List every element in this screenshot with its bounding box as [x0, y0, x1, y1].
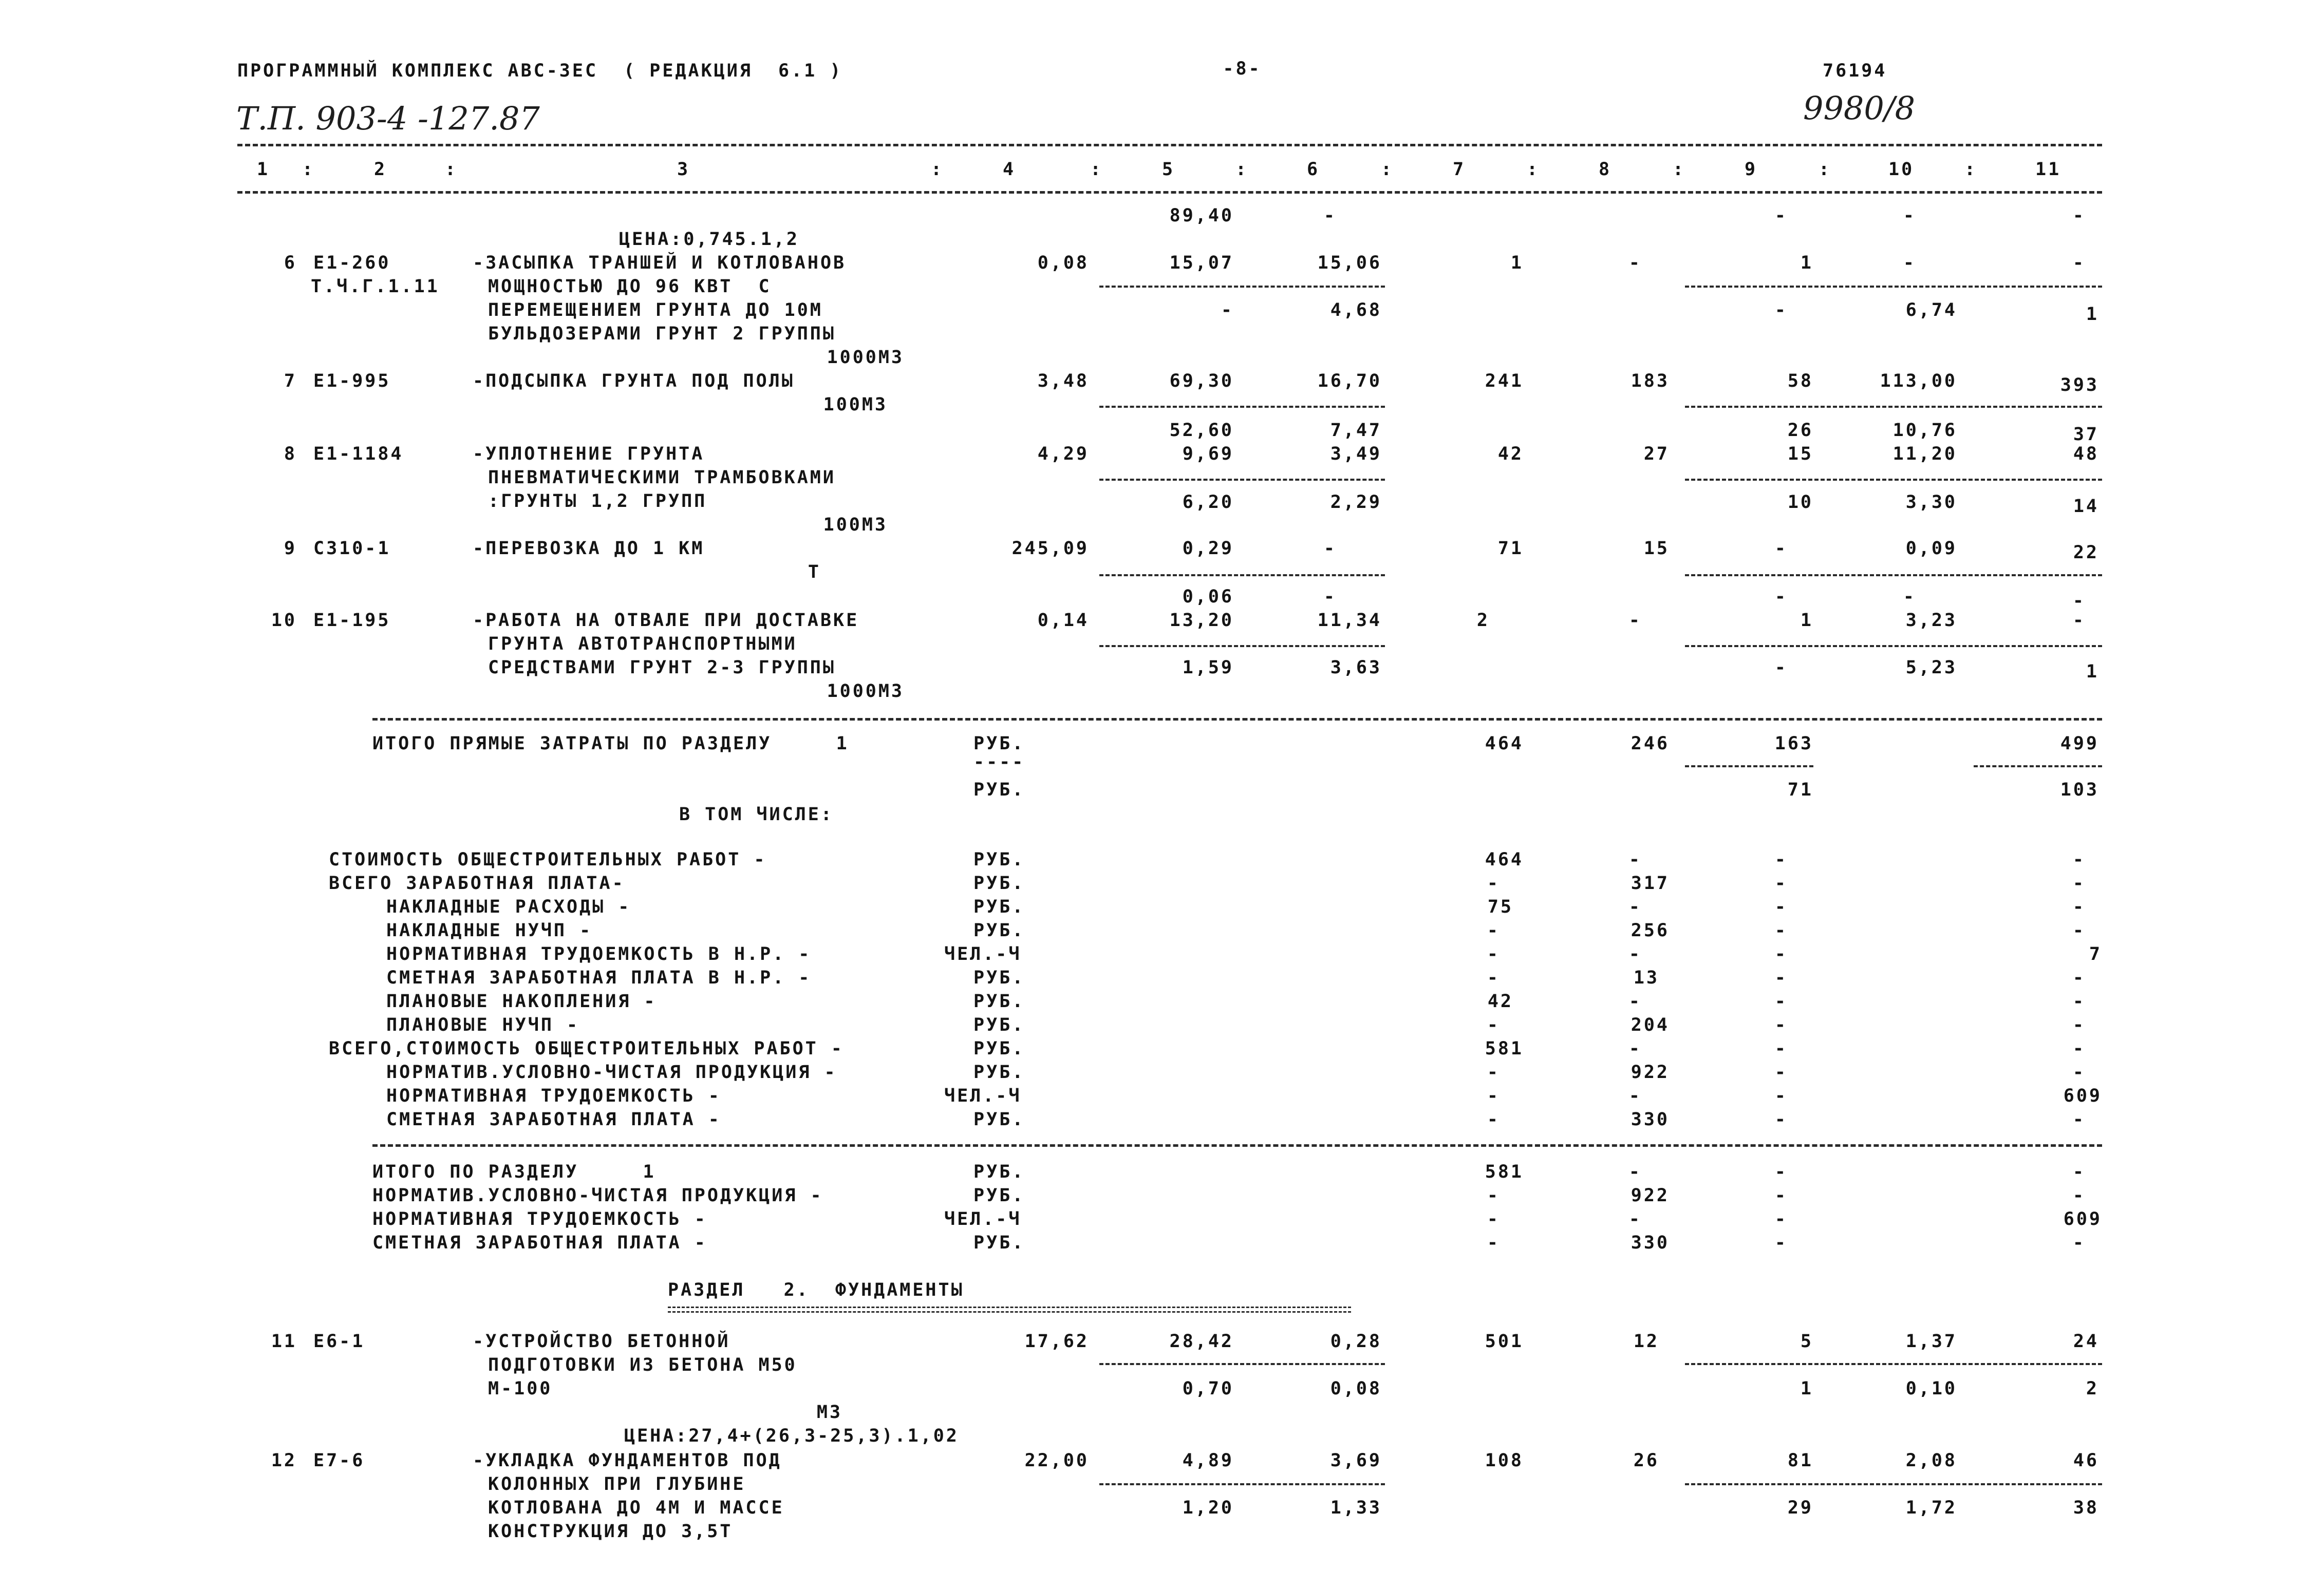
summary-label: СМЕТНАЯ ЗАРАБОТНАЯ ПЛАТА В Н.Р. -: [386, 968, 812, 988]
cell-divider: [1685, 479, 2102, 481]
cell-divider: [1974, 765, 2102, 767]
cell-c7: 1: [1510, 253, 1524, 273]
unit: РУБ.: [973, 968, 1025, 988]
row-number: 6: [284, 253, 297, 273]
cell-c5: 0,70: [1182, 1378, 1234, 1399]
cell-c7: 108: [1485, 1450, 1524, 1471]
cell-c11: 103: [2060, 780, 2099, 800]
unit: М3: [816, 1402, 842, 1423]
cell-c11: -: [2072, 205, 2086, 226]
cell-c8: -: [1628, 991, 1642, 1012]
cell-c9: -: [1774, 873, 1788, 894]
cell-c6: -: [1323, 587, 1337, 607]
work-description: -ПЕРЕВОЗКА ДО 1 КМ: [473, 538, 705, 559]
cell-c7: 581: [1485, 1162, 1524, 1182]
cell-c7: -: [1487, 1233, 1500, 1253]
cell-c11: 48: [2073, 444, 2099, 464]
summary-label: НОРМАТИВНАЯ ТРУДОЕМКОСТЬ -: [372, 1209, 707, 1229]
cell-c6: 3,49: [1330, 444, 1382, 464]
work-description: КОНСТРУКЦИЯ ДО 3,5Т: [488, 1521, 733, 1542]
cell-divider: [1099, 1363, 1385, 1365]
cell-c10: -: [1903, 587, 1916, 607]
cell-c8: 13: [1633, 968, 1659, 988]
cell-c5: 1,59: [1182, 657, 1234, 678]
col-sep: :: [931, 159, 944, 180]
cell-c10: 1,37: [1905, 1331, 1957, 1352]
cell-c11: -: [2072, 991, 2086, 1012]
work-description: М-100: [488, 1378, 553, 1399]
row-number: 12: [271, 1450, 297, 1471]
cell-c5: 0,29: [1182, 538, 1234, 559]
summary-label: ВСЕГО ЗАРАБОТНАЯ ПЛАТА-: [329, 873, 625, 894]
including-heading: В ТОМ ЧИСЛЕ:: [679, 804, 834, 825]
document-code: 76194: [1823, 61, 1887, 81]
unit: РУБ.: [973, 1109, 1025, 1130]
cell-c9: 81: [1787, 1450, 1813, 1471]
col-sep: :: [1090, 159, 1103, 180]
cell-c9: -: [1774, 205, 1788, 226]
price-formula: ЦЕНА:0,745.1,2: [619, 229, 800, 250]
cell-c11: 22: [2073, 542, 2099, 563]
cell-c11: 37: [2073, 424, 2099, 445]
unit: РУБ.: [973, 991, 1025, 1012]
cell-c8: 330: [1630, 1233, 1670, 1253]
cell-c8: -: [1628, 944, 1642, 964]
cell-c5: 0,06: [1182, 587, 1234, 607]
cell-divider: [1685, 765, 1813, 767]
cell-c9: 1: [1800, 1378, 1813, 1399]
price-formula: ЦЕНА:27,4+(26,3-25,3).1,02: [624, 1426, 959, 1446]
cell-c11: -: [2072, 849, 2086, 870]
cell-c11: 499: [2060, 733, 2099, 754]
cell-c8: -: [1628, 610, 1642, 631]
unit: РУБ.: [973, 920, 1025, 941]
col-1: 1: [257, 159, 270, 180]
summary-label: НАКЛАДНЫЕ РАСХОДЫ -: [386, 897, 631, 917]
cell-c9: -: [1774, 1086, 1788, 1106]
col-3: 3: [677, 159, 690, 180]
work-description: -УКЛАДКА ФУНДАМЕНТОВ ПОД: [473, 1450, 782, 1471]
cell-c9: -: [1774, 1185, 1788, 1206]
unit-divider: ----: [973, 752, 1025, 772]
cell-c7: -: [1487, 944, 1500, 964]
cell-c11: -: [2072, 1038, 2086, 1059]
cell-c8: 27: [1643, 444, 1670, 464]
cell-c4: 3,48: [1037, 371, 1089, 391]
work-description: БУЛЬДОЗЕРАМИ ГРУНТ 2 ГРУППЫ: [488, 324, 836, 344]
handwritten-sheet-number: 9980/8: [1803, 89, 1916, 127]
work-description: -ЗАСЫПКА ТРАНШЕЙ И КОТЛОВАНОВ: [473, 253, 847, 273]
norm-code: С310-1: [313, 538, 391, 559]
norm-code: Е1-995: [313, 371, 391, 391]
summary-label: ИТОГО ПО РАЗДЕЛУ 1: [372, 1162, 656, 1182]
cell-c11: -: [2072, 253, 2086, 273]
total-label: ИТОГО ПРЯМЫЕ ЗАТРАТЫ ПО РАЗДЕЛУ 1: [372, 733, 849, 754]
work-description: КОЛОННЫХ ПРИ ГЛУБИНЕ: [488, 1474, 746, 1495]
unit: ЧЕЛ.-Ч: [944, 944, 1022, 964]
cell-c11: 14: [2073, 496, 2099, 517]
cell-c8: 15: [1643, 538, 1670, 559]
summary-label: СТОИМОСТЬ ОБЩЕСТРОИТЕЛЬНЫХ РАБОТ -: [329, 849, 767, 870]
cell-c8: 922: [1630, 1062, 1670, 1083]
cell-c5: 6,20: [1182, 492, 1234, 513]
norm-code: Е1-1184: [313, 444, 404, 464]
cell-c9: -: [1774, 657, 1788, 678]
cell-c11: 1: [2086, 304, 2099, 325]
cell-c5: 89,40: [1169, 205, 1234, 226]
unit: РУБ.: [973, 1233, 1025, 1253]
cell-c7: -: [1487, 1015, 1500, 1035]
col-sep: :: [1673, 159, 1686, 180]
cell-c10: 3,30: [1905, 492, 1957, 513]
work-description: -УПЛОТНЕНИЕ ГРУНТА: [473, 444, 705, 464]
work-description: КОТЛОВАНА ДО 4М И МАССЕ: [488, 1498, 784, 1518]
header-rule: [237, 144, 2102, 146]
summary-label: НОРМАТИВ.УСЛОВНО-ЧИСТАЯ ПРОДУКЦИЯ -: [386, 1062, 837, 1083]
program-title: ПРОГРАММНЫЙ КОМПЛЕКС АВС-3ЕС ( РЕДАКЦИЯ 6.1 ): [237, 61, 843, 81]
col-11: 11: [2035, 159, 2061, 180]
unit: Т: [808, 562, 821, 582]
cell-c4: 22,00: [1024, 1450, 1089, 1471]
cell-c11: -: [2072, 1062, 2086, 1083]
cell-c11: 1: [2086, 661, 2099, 682]
cell-c11: 2: [2086, 1378, 2099, 1399]
unit: РУБ.: [973, 897, 1025, 917]
cell-c9: 15: [1787, 444, 1813, 464]
cell-c9: -: [1774, 1038, 1788, 1059]
unit: ЧЕЛ.-Ч: [944, 1086, 1022, 1106]
cell-c4: 0,08: [1037, 253, 1089, 273]
cell-c7: 501: [1485, 1331, 1524, 1352]
work-description: -ПОДСЫПКА ГРУНТА ПОД ПОЛЫ: [473, 371, 795, 391]
cell-c9: -: [1774, 920, 1788, 941]
summary-label: НОРМАТИВНАЯ ТРУДОЕМКОСТЬ В Н.Р. -: [386, 944, 812, 964]
column-header-rule: [237, 191, 2102, 194]
norm-code: Е7-6: [313, 1450, 365, 1471]
summary-label: СМЕТНАЯ ЗАРАБОТНАЯ ПЛАТА -: [386, 1109, 721, 1130]
cell-c9: 26: [1787, 420, 1813, 441]
cell-c6: 1,33: [1330, 1498, 1382, 1518]
cell-c11: 393: [2060, 375, 2099, 395]
cell-c4: 245,09: [1011, 538, 1089, 559]
cell-c8: -: [1628, 1162, 1642, 1182]
row-number: 7: [284, 371, 297, 391]
cell-c9: -: [1774, 587, 1788, 607]
cell-c5: 52,60: [1169, 420, 1234, 441]
unit: 1000М3: [827, 347, 904, 368]
cell-c8: 317: [1630, 873, 1670, 894]
norm-code-ref: Т.Ч.Г.1.11: [311, 276, 440, 297]
cell-c10: 10,76: [1892, 420, 1957, 441]
cell-c6: 3,63: [1330, 657, 1382, 678]
summary-label: ПЛАНОВЫЕ НУЧП -: [386, 1015, 580, 1035]
col-6: 6: [1307, 159, 1320, 180]
cell-divider: [1099, 406, 1385, 408]
cell-c7: -: [1487, 873, 1500, 894]
cell-c8: -: [1628, 253, 1642, 273]
cell-c8: 204: [1630, 1015, 1670, 1035]
cell-c9: -: [1774, 300, 1788, 320]
cell-c7: 42: [1497, 444, 1524, 464]
cell-c5: 13,20: [1169, 610, 1234, 631]
cell-divider: [1099, 645, 1385, 647]
cell-c11: 38: [2073, 1498, 2099, 1518]
cell-c10: 0,09: [1905, 538, 1957, 559]
cell-c6: 2,29: [1330, 492, 1382, 513]
cell-c10: 1,72: [1905, 1498, 1957, 1518]
cell-c11: -: [2072, 897, 2086, 917]
cell-c11: -: [2072, 591, 2086, 611]
unit: РУБ.: [973, 873, 1025, 894]
cell-c9: -: [1774, 1209, 1788, 1229]
summary-label: ВСЕГО,СТОИМОСТЬ ОБЩЕСТРОИТЕЛЬНЫХ РАБОТ -: [329, 1038, 844, 1059]
summary-label: НОРМАТИВНАЯ ТРУДОЕМКОСТЬ -: [386, 1086, 721, 1106]
col-sep: :: [1381, 159, 1394, 180]
cell-divider: [1685, 574, 2102, 576]
cell-c9: 10: [1787, 492, 1813, 513]
norm-code: Е6-1: [313, 1331, 365, 1352]
cell-c10: -: [1903, 205, 1916, 226]
cell-c11: 7: [2089, 944, 2102, 964]
summary-label: СМЕТНАЯ ЗАРАБОТНАЯ ПЛАТА -: [372, 1233, 707, 1253]
cell-c7: -: [1487, 1109, 1500, 1130]
cell-divider: [1685, 406, 2102, 408]
cell-c9: -: [1774, 991, 1788, 1012]
col-sep: :: [1527, 159, 1540, 180]
cell-c9: -: [1774, 849, 1788, 870]
col-5: 5: [1162, 159, 1175, 180]
cell-c5: 69,30: [1169, 371, 1234, 391]
cell-c6: -: [1323, 538, 1337, 559]
cell-c9: -: [1774, 1109, 1788, 1130]
work-description: ПЕРЕМЕЩЕНИЕМ ГРУНТА ДО 10М: [488, 300, 823, 320]
cell-c8: -: [1628, 1209, 1642, 1229]
cell-c8: 330: [1630, 1109, 1670, 1130]
cell-c8: 26: [1633, 1450, 1659, 1471]
cell-c4: 0,14: [1037, 610, 1089, 631]
work-description: :ГРУНТЫ 1,2 ГРУПП: [488, 491, 707, 512]
cell-c6: 11,34: [1317, 610, 1382, 631]
section-rule: [372, 718, 2102, 721]
cell-c11: -: [2072, 610, 2086, 631]
cell-c6: 3,69: [1330, 1450, 1382, 1471]
cell-c10: 6,74: [1905, 300, 1957, 320]
cell-c6: 7,47: [1330, 420, 1382, 441]
cell-divider: [1099, 479, 1385, 481]
cell-c10: 0,10: [1905, 1378, 1957, 1399]
work-description: ПНЕВМАТИЧЕСКИМИ ТРАМБОВКАМИ: [488, 467, 836, 488]
cell-c10: 3,23: [1905, 610, 1957, 631]
cell-c7: 241: [1485, 371, 1524, 391]
cell-c7: -: [1487, 1185, 1500, 1206]
unit: 100М3: [823, 394, 888, 415]
summary-label: ПЛАНОВЫЕ НАКОПЛЕНИЯ -: [386, 991, 657, 1012]
cell-c9: 5: [1800, 1331, 1813, 1352]
cell-c7: 75: [1487, 897, 1513, 917]
norm-code: Е1-260: [313, 253, 391, 273]
handwritten-project-number: Т.П. 903-4 -127.87: [236, 100, 540, 137]
unit: 1000М3: [827, 681, 904, 702]
work-description: СРЕДСТВАМИ ГРУНТ 2-3 ГРУППЫ: [488, 657, 836, 678]
cell-c8: -: [1628, 897, 1642, 917]
cell-c8: 246: [1630, 733, 1670, 754]
cell-c11: -: [2072, 1015, 2086, 1035]
cell-c11: 609: [2063, 1086, 2102, 1106]
cell-c7: -: [1487, 1209, 1500, 1229]
cell-c8: 183: [1630, 371, 1670, 391]
col-10: 10: [1888, 159, 1915, 180]
cell-divider: [1099, 286, 1385, 288]
cell-c7: 581: [1485, 1038, 1524, 1059]
cell-c9: -: [1774, 1015, 1788, 1035]
cell-c6: 0,28: [1330, 1331, 1382, 1352]
cell-c8: -: [1628, 849, 1642, 870]
cell-divider: [1685, 286, 2102, 288]
summary-label: НОРМАТИВ.УСЛОВНО-ЧИСТАЯ ПРОДУКЦИЯ -: [372, 1185, 823, 1206]
unit: РУБ.: [973, 1038, 1025, 1059]
unit: РУБ.: [973, 1185, 1025, 1206]
cell-c8: -: [1628, 1086, 1642, 1106]
cell-c6: 16,70: [1317, 371, 1382, 391]
col-sep: :: [302, 159, 315, 180]
row-number: 10: [271, 610, 297, 631]
cell-c11: -: [2072, 1233, 2086, 1253]
cell-c7: -: [1487, 920, 1500, 941]
cell-c7: 464: [1485, 733, 1524, 754]
cell-c9: -: [1774, 538, 1788, 559]
section-heading-underline: [668, 1307, 1351, 1313]
cell-c7: 71: [1497, 538, 1524, 559]
norm-code: Е1-195: [313, 610, 391, 631]
cell-c5: 28,42: [1169, 1331, 1234, 1352]
cell-divider: [1099, 1483, 1385, 1485]
cell-c8: 922: [1630, 1185, 1670, 1206]
cell-c7: -: [1487, 968, 1500, 988]
col-7: 7: [1453, 159, 1466, 180]
cell-c9: 163: [1774, 733, 1813, 754]
cell-c9: -: [1774, 897, 1788, 917]
cell-c9: 58: [1787, 371, 1813, 391]
col-sep: :: [445, 159, 458, 180]
section-rule: [372, 1144, 2102, 1147]
cell-c11: 46: [2073, 1450, 2099, 1471]
unit: ЧЕЛ.-Ч: [944, 1209, 1022, 1229]
cell-c9: -: [1774, 1233, 1788, 1253]
cell-divider: [1685, 645, 2102, 647]
cell-divider: [1099, 574, 1385, 576]
cell-c7: 464: [1485, 849, 1524, 870]
cell-c6: 0,08: [1330, 1378, 1382, 1399]
cell-c10: -: [1903, 253, 1916, 273]
section-heading: РАЗДЕЛ 2. ФУНДАМЕНТЫ: [668, 1280, 964, 1300]
work-description: -УСТРОЙСТВО БЕТОННОЙ: [473, 1331, 730, 1352]
cell-c7: -: [1487, 1086, 1500, 1106]
cell-c9: -: [1774, 1062, 1788, 1083]
cell-c11: -: [2072, 1162, 2086, 1182]
unit: РУБ.: [973, 733, 1025, 754]
cell-c11: -: [2072, 1185, 2086, 1206]
cell-c4: 17,62: [1024, 1331, 1089, 1352]
cell-c10: 11,20: [1892, 444, 1957, 464]
col-4: 4: [1003, 159, 1016, 180]
cell-c6: -: [1323, 205, 1337, 226]
unit: РУБ.: [973, 1015, 1025, 1035]
unit: РУБ.: [973, 1062, 1025, 1083]
cell-c9: -: [1774, 944, 1788, 964]
cell-c11: -: [2072, 920, 2086, 941]
cell-c8: 12: [1633, 1331, 1659, 1352]
row-number: 11: [271, 1331, 297, 1352]
cell-c9: 71: [1787, 780, 1813, 800]
cell-c6: 15,06: [1317, 253, 1382, 273]
unit: 100М3: [823, 515, 888, 535]
cell-c9: 29: [1787, 1498, 1813, 1518]
cell-c4: 4,29: [1037, 444, 1089, 464]
cell-c7: 42: [1487, 991, 1513, 1012]
cell-c9: 1: [1800, 253, 1813, 273]
work-description: МОЩНОСТЬЮ ДО 96 КВТ С: [488, 276, 772, 297]
cell-c9: -: [1774, 1162, 1788, 1182]
cell-c5: -: [1221, 300, 1234, 320]
summary-label: НАКЛАДНЫЕ НУЧП -: [386, 920, 593, 941]
col-2: 2: [374, 159, 387, 180]
cell-c7: 2: [1476, 610, 1490, 631]
page-number: -8-: [1223, 59, 1262, 79]
col-sep: :: [1964, 159, 1978, 180]
cell-c9: 1: [1800, 610, 1813, 631]
unit: РУБ.: [973, 780, 1025, 800]
col-sep: :: [1235, 159, 1249, 180]
cell-c5: 15,07: [1169, 253, 1234, 273]
unit: РУБ.: [973, 849, 1025, 870]
cell-c11: 609: [2063, 1209, 2102, 1229]
cell-c11: -: [2072, 1109, 2086, 1130]
cell-c7: -: [1487, 1062, 1500, 1083]
cell-c8: 256: [1630, 920, 1670, 941]
cell-divider: [1685, 1483, 2102, 1485]
cell-divider: [1685, 1363, 2102, 1365]
cell-c5: 4,89: [1182, 1450, 1234, 1471]
col-8: 8: [1599, 159, 1612, 180]
row-number: 9: [284, 538, 297, 559]
cell-c5: 1,20: [1182, 1498, 1234, 1518]
col-9: 9: [1745, 159, 1758, 180]
cell-c11: -: [2072, 968, 2086, 988]
row-number: 8: [284, 444, 297, 464]
cell-c11: 24: [2073, 1331, 2099, 1352]
cell-c9: -: [1774, 968, 1788, 988]
cell-c10: 2,08: [1905, 1450, 1957, 1471]
cell-c8: -: [1628, 1038, 1642, 1059]
work-description: -РАБОТА НА ОТВАЛЕ ПРИ ДОСТАВКЕ: [473, 610, 859, 631]
cell-c10: 5,23: [1905, 657, 1957, 678]
col-sep: :: [1819, 159, 1832, 180]
cell-c10: 113,00: [1880, 371, 1957, 391]
cell-c6: 4,68: [1330, 300, 1382, 320]
cell-c5: 9,69: [1182, 444, 1234, 464]
cell-c11: -: [2072, 873, 2086, 894]
unit: РУБ.: [973, 1162, 1025, 1182]
work-description: ГРУНТА АВТОТРАНСПОРТНЫМИ: [488, 634, 797, 654]
work-description: ПОДГОТОВКИ ИЗ БЕТОНА М50: [488, 1355, 797, 1375]
